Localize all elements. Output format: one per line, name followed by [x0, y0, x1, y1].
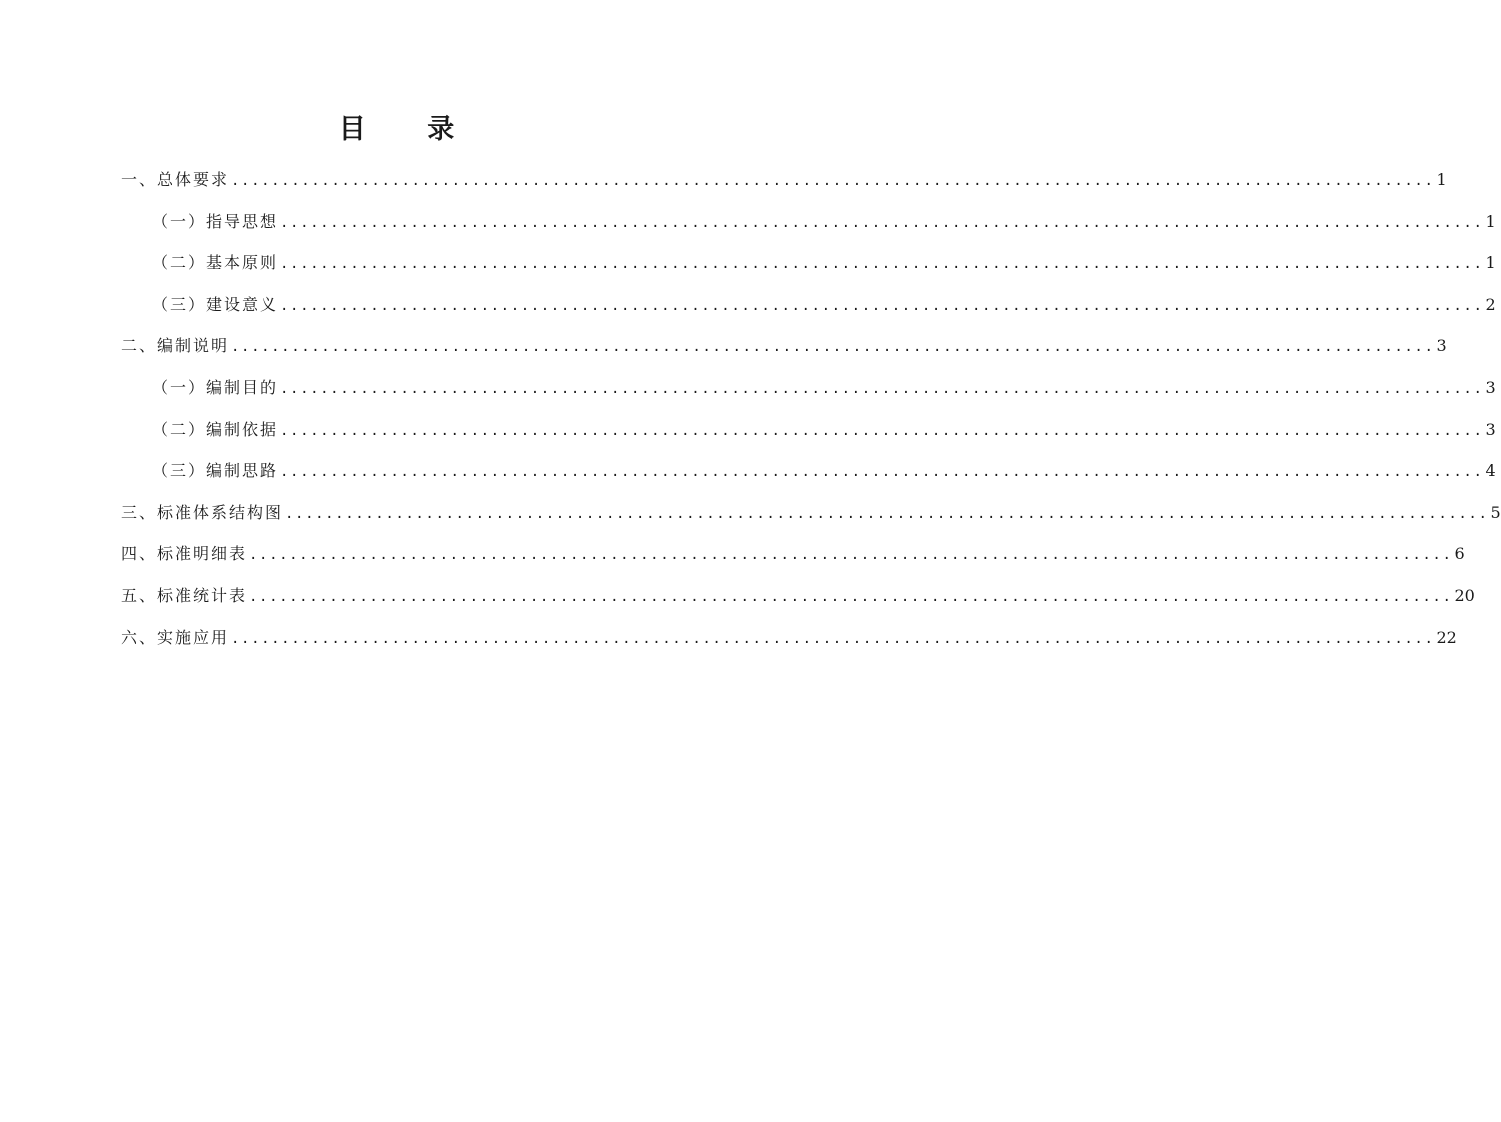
toc-entry-number: （二） [152, 253, 207, 273]
toc-entry-title: 编制目的 [206, 378, 279, 397]
toc-entry[interactable] [121, 167, 1447, 193]
toc-page-number: 3 [1485, 419, 1496, 439]
toc-page-number: 3 [1436, 336, 1447, 356]
toc-page-number: 1 [1436, 170, 1447, 189]
toc-dot-leader: ........................................................................................................................ [280, 464, 1484, 481]
toc-entry-title: 指导思想 [206, 211, 279, 231]
toc-entry-number: （一） [152, 378, 207, 397]
toc-entry-title: 实施应用 [157, 627, 230, 647]
toc-page-number: 1 [1485, 211, 1496, 231]
toc-dot-leader: ........................................................................................................................ [280, 381, 1484, 397]
toc-entry-title: 建设意义 [206, 294, 279, 314]
toc-entry[interactable] [152, 458, 1496, 484]
toc-entry[interactable] [152, 375, 1496, 401]
toc-dot-leader: ........................................................................................................................ [231, 173, 1435, 189]
toc-entry-number: 五、 [121, 586, 158, 605]
toc-entry-number: （二） [152, 419, 207, 439]
toc-entry-title: 编制依据 [206, 419, 279, 439]
toc-entry-title: 标准明细表 [157, 544, 248, 564]
toc-entry[interactable] [121, 625, 1457, 651]
toc-entry[interactable] [121, 541, 1465, 567]
toc-dot-leader: ........................................................................................................................ [280, 422, 1484, 439]
toc-entry-title: 编制说明 [157, 336, 230, 356]
toc-entry-number: （三） [152, 461, 207, 481]
toc-dot-leader: ........................................................................................................................ [285, 505, 1489, 522]
toc-page-number: 1 [1485, 253, 1496, 273]
toc-entry[interactable] [152, 209, 1496, 235]
toc-entry-title: 总体要求 [157, 170, 230, 189]
toc-entry-number: （三） [152, 294, 207, 314]
toc-page-number: 20 [1454, 586, 1475, 605]
toc-page-number: 3 [1485, 378, 1496, 397]
toc-entry-number: 六、 [121, 627, 158, 647]
toc-entry-number: （一） [152, 211, 207, 231]
toc-entry-number: 一、 [121, 170, 158, 189]
toc-dot-leader: ........................................................................................................................ [231, 339, 1435, 356]
toc-page-number: 6 [1454, 544, 1465, 564]
toc-entry[interactable] [121, 583, 1475, 609]
toc-entry-number: 四、 [121, 544, 158, 564]
toc-dot-leader: ........................................................................................................................ [249, 589, 1453, 605]
toc-entry-number: 三、 [121, 502, 158, 522]
toc-entry-title: 标准体系结构图 [157, 502, 284, 522]
toc-dot-leader: ........................................................................................................................ [280, 256, 1484, 273]
toc-page-number: 4 [1485, 461, 1496, 481]
toc-entry-title: 标准统计表 [157, 586, 248, 605]
toc-page-number: 2 [1485, 294, 1496, 314]
toc-entry[interactable] [152, 250, 1496, 276]
toc-title: 目 录 [338, 114, 481, 145]
toc-page-number: 5 [1490, 502, 1501, 522]
toc-entry-title: 基本原则 [206, 253, 279, 273]
toc-dot-leader: ........................................................................................................................ [280, 297, 1484, 314]
toc-dot-leader: ........................................................................................................................ [249, 547, 1453, 564]
toc-entry[interactable] [152, 292, 1496, 318]
toc-entry-title: 编制思路 [206, 461, 279, 481]
toc-entry-number: 二、 [121, 336, 158, 356]
toc-entry[interactable] [152, 417, 1496, 443]
toc-dot-leader: ........................................................................................................................ [231, 630, 1435, 647]
toc-page-number: 22 [1436, 627, 1457, 647]
toc-entry[interactable] [121, 500, 1501, 526]
toc-entry[interactable] [121, 333, 1447, 359]
toc-dot-leader: ........................................................................................................................ [280, 214, 1484, 231]
